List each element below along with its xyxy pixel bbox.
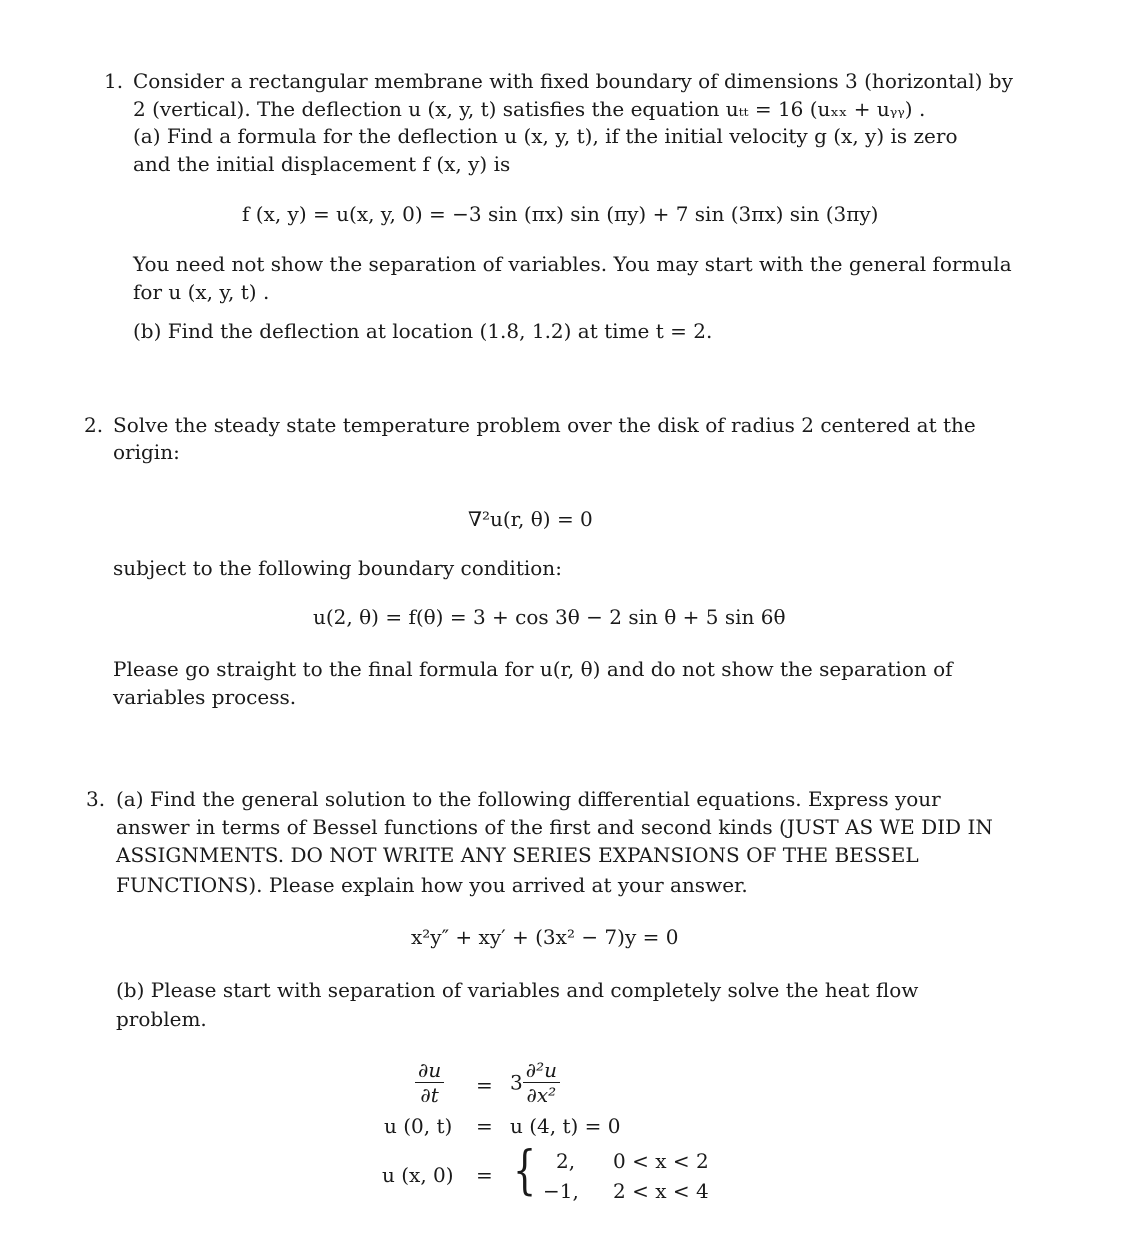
case-2-value: −1, bbox=[543, 1179, 579, 1203]
problem-2-line-5: variables process. bbox=[113, 685, 297, 709]
problem-1-part-b: (b) Find the deflection at location (1.8, 1.2) at time t = 2. bbox=[133, 319, 713, 343]
problem-2-line-2: origin: bbox=[113, 440, 180, 464]
diffusivity-coefficient: 3 bbox=[510, 1070, 523, 1095]
problem-2-line-3: subject to the following boundary condition: bbox=[113, 556, 562, 580]
problem-1-line-1: Consider a rectangular membrane with fixed boundary of dimensions 3 (horizontal) by bbox=[133, 69, 1013, 93]
problem-2-laplace-equation: ∇²u(r, θ) = 0 bbox=[468, 507, 593, 531]
equals-sign-1: = bbox=[476, 1073, 493, 1097]
case-1-value: 2, bbox=[556, 1149, 576, 1173]
problem-2-number: 2. bbox=[84, 413, 104, 437]
problem-1-line-5: You need not show the separation of variables. You may start with the general formula bbox=[133, 252, 1012, 276]
d2u-numerator: ∂²u bbox=[523, 1058, 560, 1083]
du-numerator: ∂u bbox=[415, 1058, 444, 1083]
dx2-denominator: ∂x² bbox=[526, 1083, 557, 1107]
problem-3-number: 3. bbox=[86, 787, 106, 811]
problem-1-line-3: (a) Find a formula for the deflection u (x, y, t), if the initial velocity g (x, y) is zero bbox=[133, 124, 958, 148]
initial-condition-lhs: u (x, 0) bbox=[382, 1163, 454, 1187]
problem-1-line-6: for u (x, y, t) . bbox=[133, 280, 270, 304]
problem-2-line-4: Please go straight to the final formula for u(r, θ) and do not show the separation of bbox=[113, 657, 953, 681]
problem-3-line-2: answer in terms of Bessel functions of the first and second kinds (JUST AS WE DID IN bbox=[116, 815, 993, 839]
problem-3-line-4: FUNCTIONS). Please explain how you arrived at your answer. bbox=[116, 873, 748, 897]
equals-sign-2: = bbox=[476, 1114, 493, 1138]
case-1-condition: 0 < x < 2 bbox=[613, 1149, 709, 1173]
equals-sign-3: = bbox=[476, 1163, 493, 1187]
problem-3-bessel-equation: x²y″ + xy′ + (3x² − 7)y = 0 bbox=[411, 925, 679, 949]
problem-2-boundary-equation: u(2, θ) = f(θ) = 3 + cos 3θ − 2 sin θ + 5 sin 6θ bbox=[313, 605, 786, 629]
case-2-condition: 2 < x < 4 bbox=[613, 1179, 709, 1203]
problem-1-line-4: and the initial displacement f (x, y) is bbox=[133, 152, 511, 176]
dt-denominator: ∂t bbox=[420, 1083, 439, 1107]
problem-3-line-1: (a) Find the general solution to the following differential equations. Express your bbox=[116, 787, 941, 811]
problem-1-number: 1. bbox=[104, 69, 124, 93]
problem-2-line-1: Solve the steady state temperature problem over the disk of radius 2 centered at the bbox=[113, 413, 976, 437]
problem-3-line-5: (b) Please start with separation of variables and completely solve the heat flow bbox=[116, 978, 919, 1002]
boundary-condition-lhs: u (0, t) bbox=[384, 1114, 453, 1138]
heat-equation-rhs bbox=[510, 1058, 560, 1107]
problem-3-line-3: ASSIGNMENTS. DO NOT WRITE ANY SERIES EXPANSIONS OF THE BESSEL bbox=[116, 843, 919, 867]
heat-equation-lhs bbox=[415, 1058, 444, 1107]
boundary-condition-rhs: u (4, t) = 0 bbox=[510, 1114, 621, 1138]
piecewise-brace: { bbox=[512, 1141, 537, 1201]
problem-1-line-2: 2 (vertical). The deflection u (x, y, t) satisfies the equation uₜₜ = 16 (uₓₓ + uᵧᵧ) . bbox=[133, 97, 926, 121]
problem-3-line-6: problem. bbox=[116, 1007, 207, 1031]
problem-1-equation: f (x, y) = u(x, y, 0) = −3 sin (πx) sin (πy) + 7 sin (3πx) sin (3πy) bbox=[242, 202, 879, 226]
